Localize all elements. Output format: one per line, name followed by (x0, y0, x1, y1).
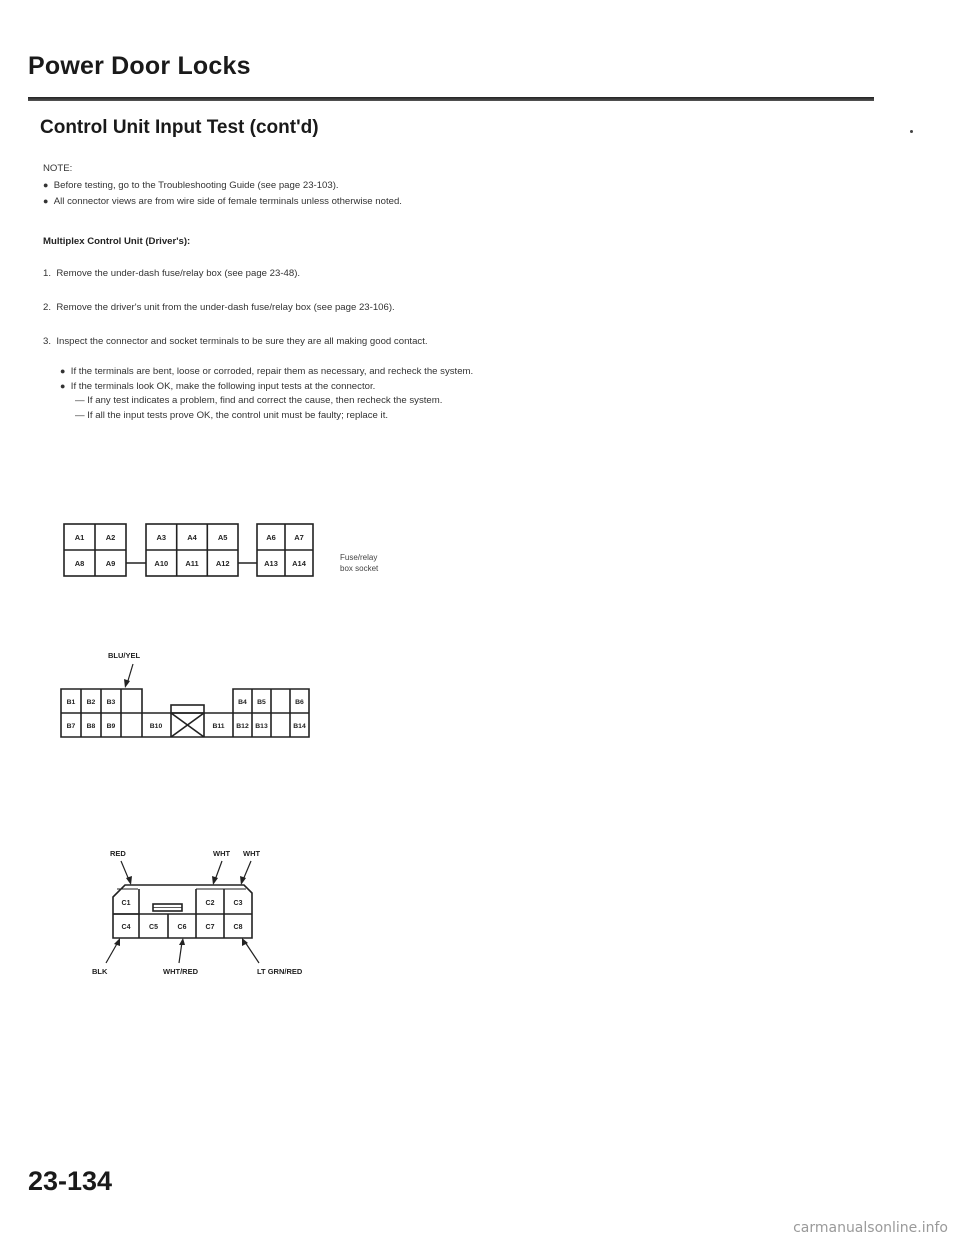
terminal-label: B7 (66, 723, 76, 730)
terminal-label: A13 (264, 559, 278, 568)
terminal-label: A1 (74, 533, 85, 542)
sub-bullet: ● If the terminals are bent, loose or corroded, repair them as necessary, and recheck the system. (60, 366, 474, 377)
terminal-label: A10 (154, 559, 169, 568)
wire-label: LT GRN/RED (257, 967, 303, 976)
note-item: ● All connector views are from wire side of female terminals unless otherwise noted. (43, 196, 402, 207)
terminal-label: C2 (205, 900, 215, 907)
terminal-label: B11 (212, 723, 225, 730)
wire-label: BLK (92, 967, 108, 976)
terminal-label: A9 (105, 559, 116, 568)
terminal-label: A14 (292, 559, 306, 568)
step-2: 2. Remove the driver's unit from the under-dash fuse/relay box (see page 23-106). (43, 302, 395, 313)
page-title: Power Door Locks (28, 52, 251, 80)
terminal-label: B12 (236, 723, 249, 730)
terminal-label: A8 (74, 559, 85, 568)
sub-bullet: ● If the terminals look OK, make the following input tests at the connector. (60, 381, 376, 392)
wire-label: WHT/RED (163, 967, 198, 976)
dash-icon: — (75, 410, 85, 421)
terminal-label: A4 (187, 533, 197, 542)
page-number: 23-134 (28, 1166, 113, 1196)
bullet-icon: ● (43, 196, 49, 206)
terminal-label: B10 (149, 723, 163, 730)
terminal-label: B14 (293, 723, 306, 730)
terminal-label: B1 (66, 699, 76, 706)
note-label: NOTE: (43, 163, 73, 174)
terminal-label: C7 (205, 924, 215, 931)
terminal-label: A5 (217, 533, 228, 542)
terminal-label: C4 (121, 924, 131, 931)
terminal-label: A12 (215, 559, 230, 568)
terminal-label: A6 (266, 533, 276, 542)
terminal-label: B9 (106, 723, 116, 730)
terminal-label: C5 (149, 924, 158, 931)
note-item: ● Before testing, go to the Troubleshooting Guide (see page 23-103). (43, 180, 339, 191)
terminal-label: C6 (177, 924, 187, 931)
terminal-label: A11 (185, 559, 199, 568)
terminal-label: B13 (255, 723, 268, 730)
terminal-label: B5 (257, 699, 266, 706)
terminal-label: C3 (233, 900, 243, 907)
section-heading: Multiplex Control Unit (Driver's): (43, 236, 191, 247)
section-subtitle: Control Unit Input Test (cont'd) (40, 117, 319, 138)
connector-a-caption: box socket (340, 564, 379, 573)
terminal-label: C1 (121, 900, 131, 907)
terminal-label: B3 (106, 699, 116, 706)
terminal-label: B8 (86, 723, 96, 730)
watermark: carmanualsonline.info (793, 1220, 948, 1236)
connector-b (61, 651, 309, 737)
terminal-label: B4 (238, 699, 247, 706)
terminal-label: A7 (294, 533, 304, 542)
step-1: 1. Remove the under-dash fuse/relay box (see page 23-48). (43, 268, 301, 279)
connector-a (64, 524, 379, 576)
step-3: 3. Inspect the connector and socket terminals to be sure they are all making good contact. (43, 336, 428, 347)
bullet-icon: ● (43, 180, 49, 190)
terminal-label: A3 (156, 533, 167, 542)
connector-c (92, 849, 303, 976)
bullet-icon: ● (60, 366, 66, 376)
connector-a-caption: Fuse/relay (340, 553, 378, 562)
wire-label: WHT (213, 849, 231, 858)
terminal-label: B6 (295, 699, 304, 706)
terminal-label: C8 (233, 924, 243, 931)
terminal-label: B2 (86, 699, 96, 706)
bullet-icon: ● (60, 381, 66, 391)
terminal-label: A2 (105, 533, 116, 542)
dash-item: — If any test indicates a problem, find and correct the cause, then recheck the system. (75, 395, 443, 406)
dash-icon: — (75, 395, 85, 406)
wire-label: WHT (243, 849, 261, 858)
dash-item: — If all the input tests prove OK, the control unit must be faulty; replace it. (75, 410, 389, 421)
wire-label: RED (110, 849, 126, 858)
wire-label: BLU/YEL (108, 651, 141, 660)
